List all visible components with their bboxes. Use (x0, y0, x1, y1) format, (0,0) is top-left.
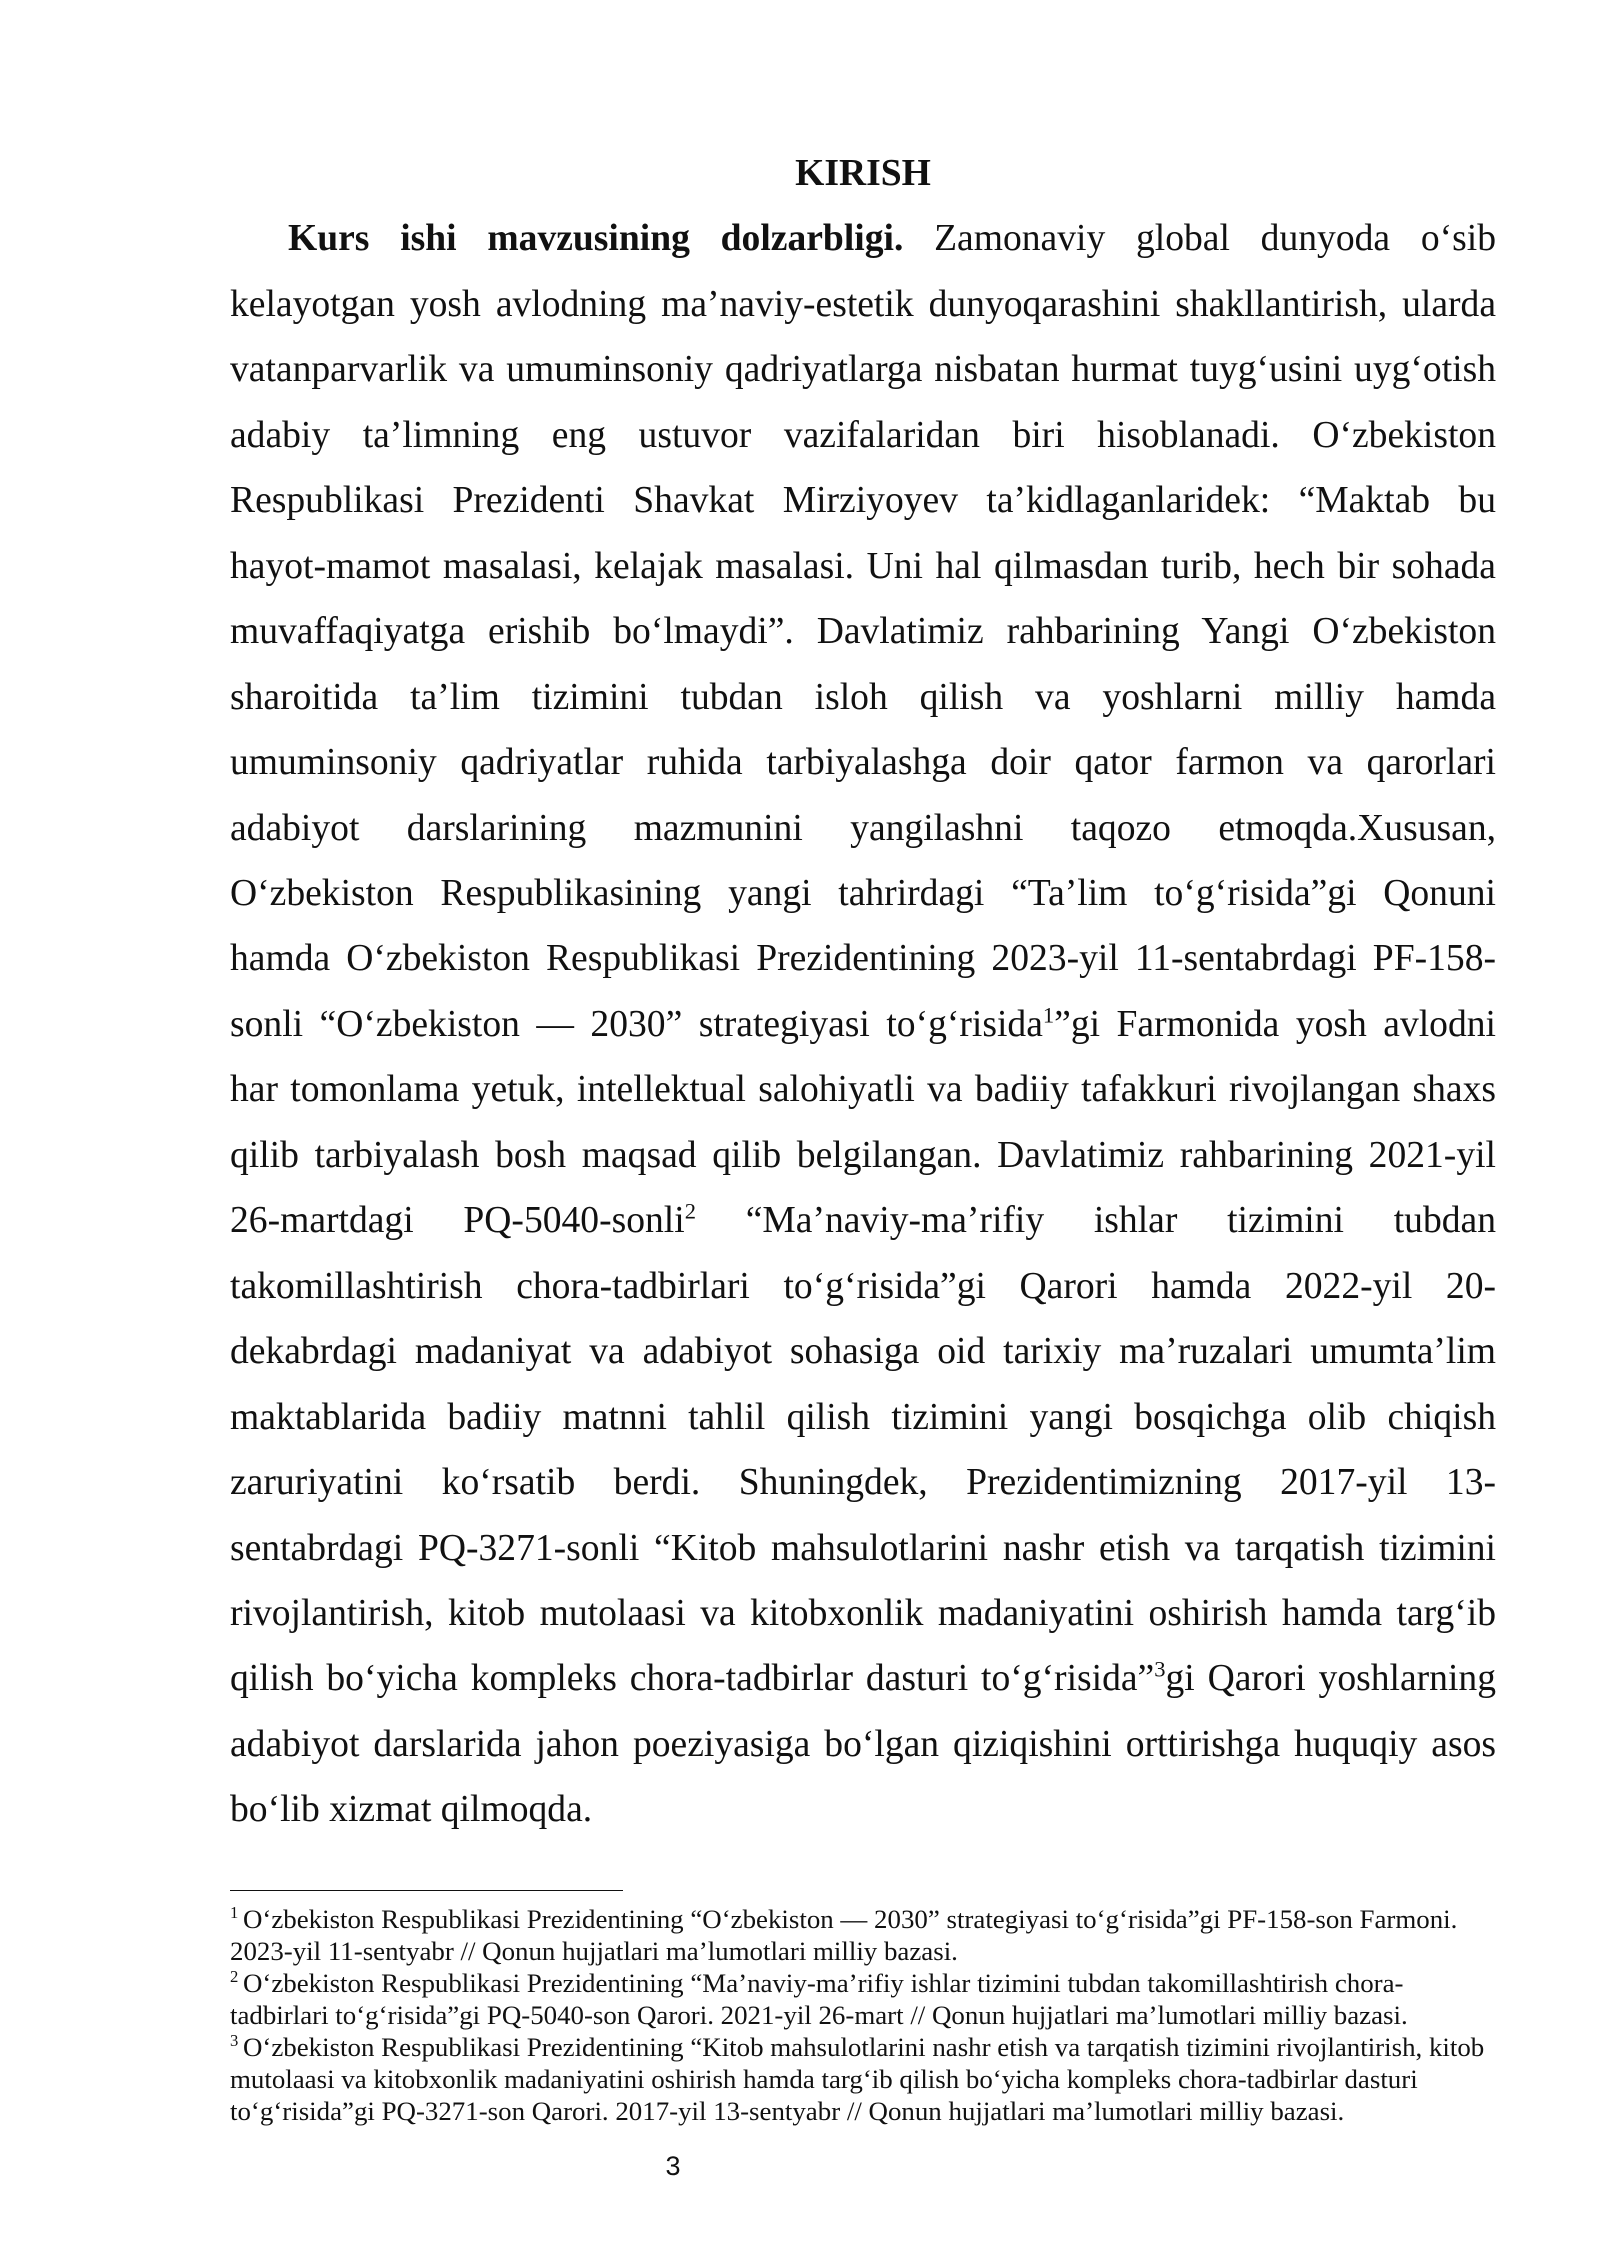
body-text: “Ma’naviy-ma’rifiy ishlar tizimini tubdan (695, 1200, 1496, 1242)
body-line (230, 1450, 1496, 1515)
footnote-text: O‘zbekiston Respublikasi Prezidentining “Ma’naviy-ma’rifiy ishlar tizimini tubdan takomillashtirish chora- (242, 1968, 1404, 1998)
body-line (230, 206, 1496, 271)
body-line (230, 1581, 1496, 1646)
body-line (230, 1123, 1496, 1188)
main-text (230, 141, 1496, 1843)
body-text: umuminsoniy qadriyatlar ruhida tarbiyalashga doir qator farmon va qarorlari (230, 742, 1496, 784)
footnote-number: 3 (230, 2031, 239, 2051)
body-text: sonli “O‘zbekiston — 2030” strategiyasi to‘g‘risida (230, 1003, 1043, 1045)
body-text: takomillashtirish chora-tadbirlari to‘g‘risida”gi Qarori hamda 2022-yil 20- (230, 1265, 1496, 1307)
body-line (230, 796, 1496, 861)
body-text: 26-martdagi PQ-5040-sonli (230, 1200, 685, 1242)
footnotes (230, 1903, 1530, 2127)
body-text: maktablarida badiiy matnni tahlil qilish tizimini yangi bosqichga olib chiqish (230, 1396, 1496, 1438)
footnote-line (230, 1935, 1530, 1967)
body-text: adabiy ta’limning eng ustuvor vazifalaridan biri hisoblanadi. O‘zbekiston (230, 414, 1496, 456)
body-line (230, 861, 1496, 926)
footnote-reference: 3 (1154, 1656, 1166, 1682)
footnote-line (230, 2095, 1530, 2127)
body-text: rivojlantirish, kitob mutolaasi va kitobxonlik madaniyatini oshirish hamda targ‘ib (230, 1592, 1496, 1634)
body-line (230, 403, 1496, 468)
body-text: Zamonaviy global dunyoda o‘sib (903, 218, 1497, 260)
page-number: 3 (665, 2151, 681, 2181)
body-text: kelayotgan yosh avlodning ma’naviy-estetik dunyoqarashini shakllantirish, ularda (230, 283, 1496, 325)
body-text: ”gi Farmonida yosh avlodni (1054, 1003, 1496, 1045)
body-text: hamda O‘zbekiston Respublikasi Prezidentining 2023-yil 11-sentabrdagi PF-158- (230, 938, 1496, 980)
body-line (230, 1057, 1496, 1122)
footnote-line (230, 1903, 1530, 1935)
body-text: dekabrdagi madaniyat va adabiyot sohasiga oid tarixiy ma’ruzalari umumta’lim (230, 1331, 1496, 1373)
body-text: muvaffaqiyatga erishib bo‘lmaydi”. Davlatimiz rahbarining Yangi O‘zbekiston (230, 611, 1496, 653)
body-text: qilib tarbiyalash bosh maqsad qilib belgilangan. Davlatimiz rahbarining 2021-yil (230, 1134, 1496, 1176)
footnote-number: 1 (230, 1903, 239, 1923)
body-text: adabiyot darslarida jahon poeziyasiga bo‘lgan qiziqishini orttirishga huquqiy asos (230, 1723, 1496, 1765)
bold-lead-in: Kurs ishi mavzusining dolzarbligi. (288, 218, 904, 260)
body-text: sentabrdagi PQ-3271-sonli “Kitob mahsulotlarini nashr etish va tarqatish tizimini (230, 1527, 1496, 1569)
body-text: O‘zbekiston Respublikasining yangi tahrirdagi “Ta’lim to‘g‘risida”gi Qonuni (230, 872, 1496, 914)
body-line (230, 1188, 1496, 1253)
footnote-text: to‘g‘risida”gi PQ-3271-son Qarori. 2017-yil 13-sentyabr // Qonun hujjatlari ma’lumotlari milliy bazasi. (230, 2096, 1345, 2126)
body-line (230, 468, 1496, 533)
body-text: zaruriyatini ko‘rsatib berdi. Shuningdek, Prezidentimizning 2017-yil 13- (230, 1462, 1496, 1504)
footnote-line (230, 2063, 1530, 2095)
footnote-number: 2 (230, 1967, 239, 1987)
footnote-line (230, 2031, 1530, 2063)
body-text: gi Qarori yoshlarning (1165, 1658, 1496, 1700)
footnote-text: mutolaasi va kitobxonlik madaniyatini oshirish hamda targ‘ib qilish bo‘yicha kompleks chora-tadbirlar dasturi (230, 2064, 1418, 2094)
body-text: vatanparvarlik va umuminsoniy qadriyatlarga nisbatan hurmat tuyg‘usini uyg‘otish (230, 349, 1496, 391)
body-line (230, 1319, 1496, 1384)
body-line (230, 272, 1496, 337)
footnote-text: O‘zbekiston Respublikasi Prezidentining “Kitob mahsulotlarini nashr etish va tarqatish tizimini rivojlantirish, kitob (242, 2032, 1485, 2062)
footnote-text: tadbirlari to‘g‘risida”gi PQ-5040-son Qarori. 2021-yil 26-mart // Qonun hujjatlari ma’lumotlari milliy bazasi. (230, 2000, 1408, 2030)
body-line (230, 1712, 1496, 1777)
body-line (230, 337, 1496, 402)
body-line (230, 1254, 1496, 1319)
footnote-separator (230, 1890, 623, 1891)
footnote-reference: 1 (1042, 1002, 1055, 1028)
body-line (230, 992, 1496, 1057)
body-line (230, 665, 1496, 730)
footnote (230, 1967, 1530, 2031)
body-line (230, 599, 1496, 664)
body-line (230, 1385, 1496, 1450)
body-line (230, 1646, 1496, 1711)
footnote-text: 2023-yil 11-sentyabr // Qonun hujjatlari ma’lumotlari milliy bazasi. (230, 1936, 958, 1966)
body-line (230, 730, 1496, 795)
section-title: KIRISH (795, 153, 931, 194)
body-paragraph (230, 206, 1496, 1842)
footnote-text: O‘zbekiston Respublikasi Prezidentining “O‘zbekiston — 2030” strategiyasi to‘g‘risida”gi PF-158-son Farmoni. (242, 1904, 1458, 1934)
footnote-line (230, 1999, 1530, 2031)
footnote-line (230, 1967, 1530, 1999)
body-text: qilish bo‘yicha kompleks chora-tadbirlar dasturi to‘g‘risida” (230, 1658, 1155, 1700)
body-text: adabiyot darslarining mazmunini yangilashni taqozo etmoqda.Xususan, (230, 807, 1496, 849)
body-text: har tomonlama yetuk, intellektual salohiyatli va badiiy tafakkuri rivojlangan shaxs (230, 1069, 1496, 1111)
body-text: hayot-mamot masalasi, kelajak masalasi. Uni hal qilmasdan turib, hech bir sohada (230, 545, 1496, 587)
footnote (230, 1903, 1530, 1967)
body-line (230, 1516, 1496, 1581)
body-line (230, 1777, 1496, 1842)
body-line (230, 926, 1496, 991)
footnote (230, 2031, 1530, 2127)
body-text: sharoitida ta’lim tizimini tubdan isloh qilish va yoshlarni milliy hamda (230, 676, 1496, 718)
body-line (230, 534, 1496, 599)
body-text: bo‘lib xizmat qilmoqda. (230, 1789, 593, 1831)
body-text: Respublikasi Prezidenti Shavkat Mirziyoyev ta’kidlaganlaridek: “Maktab bu (230, 480, 1496, 522)
footnote-reference: 2 (684, 1198, 696, 1224)
